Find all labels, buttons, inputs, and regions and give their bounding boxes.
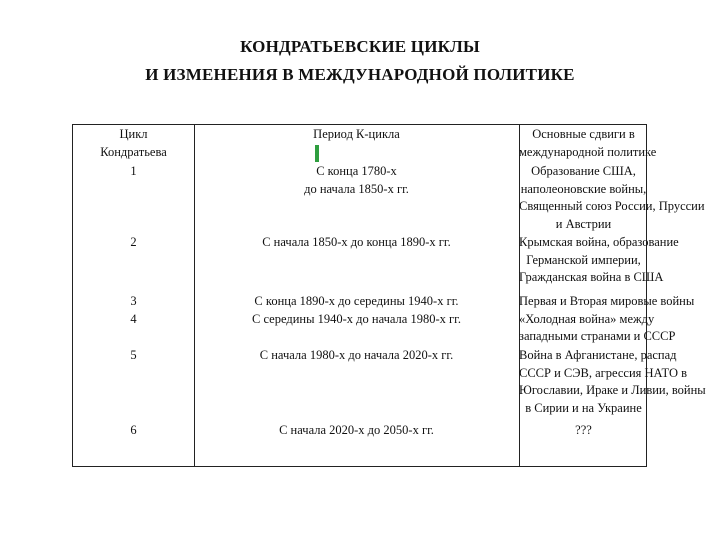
header-shifts: Основные сдвиги в международной политике <box>519 127 657 159</box>
table-row-1-period: С конца 1780-х до начала 1850-х гг. <box>304 164 409 196</box>
table-row-1-cycle: 1 <box>130 164 137 178</box>
table-row-5-cycle: 5 <box>130 348 137 362</box>
header-period: Период К-цикла <box>313 127 400 141</box>
title-line-1: КОНДРАТЬЕВСКИЕ ЦИКЛЫ <box>240 37 480 56</box>
header-cycle: Цикл Кондратьева <box>100 127 167 159</box>
title-line-2: И ИЗМЕНЕНИЯ В МЕЖДУНАРОДНОЙ ПОЛИТИКЕ <box>145 65 575 84</box>
text-cursor-marker <box>315 145 319 162</box>
kondratiev-table <box>72 124 706 467</box>
table-row-3-shifts: Первая и Вторая мировые войны «Холодная война» между западными странами и СССР <box>519 294 695 343</box>
table-row-2-shifts: Крымская война, образование Германской империи, Гражданская война в США <box>519 235 679 284</box>
table-row-6-period: С начала 2020-х до 2050-х гг. <box>279 423 434 437</box>
table-row-2-period: С начала 1850-х до конца 1890-х гг. <box>262 235 451 249</box>
table-row-5-period: С начала 1980-х до начала 2020-х гг. <box>259 348 454 362</box>
table-row-6-cycle: 6 <box>130 423 137 437</box>
table-row-2-cycle: 2 <box>130 235 137 249</box>
table-row-3-period: С конца 1890-х до середины 1940-х гг. С середины 1940-х до начала 1980-х гг. <box>252 294 461 326</box>
table-row-6-shifts: ??? <box>575 423 592 437</box>
table-row-5-shifts: Война в Афганистане, распад СССР и СЭВ, агрессия НАТО в Югославии, Ираке и Ливии, войны в Сирии и на Украине <box>519 348 706 415</box>
table-row-1-shifts: Образование США, наполеоновские войны, Священный союз России, Пруссии и Австрии <box>519 164 705 231</box>
table-row-3-cycle: 3 4 <box>130 294 137 326</box>
